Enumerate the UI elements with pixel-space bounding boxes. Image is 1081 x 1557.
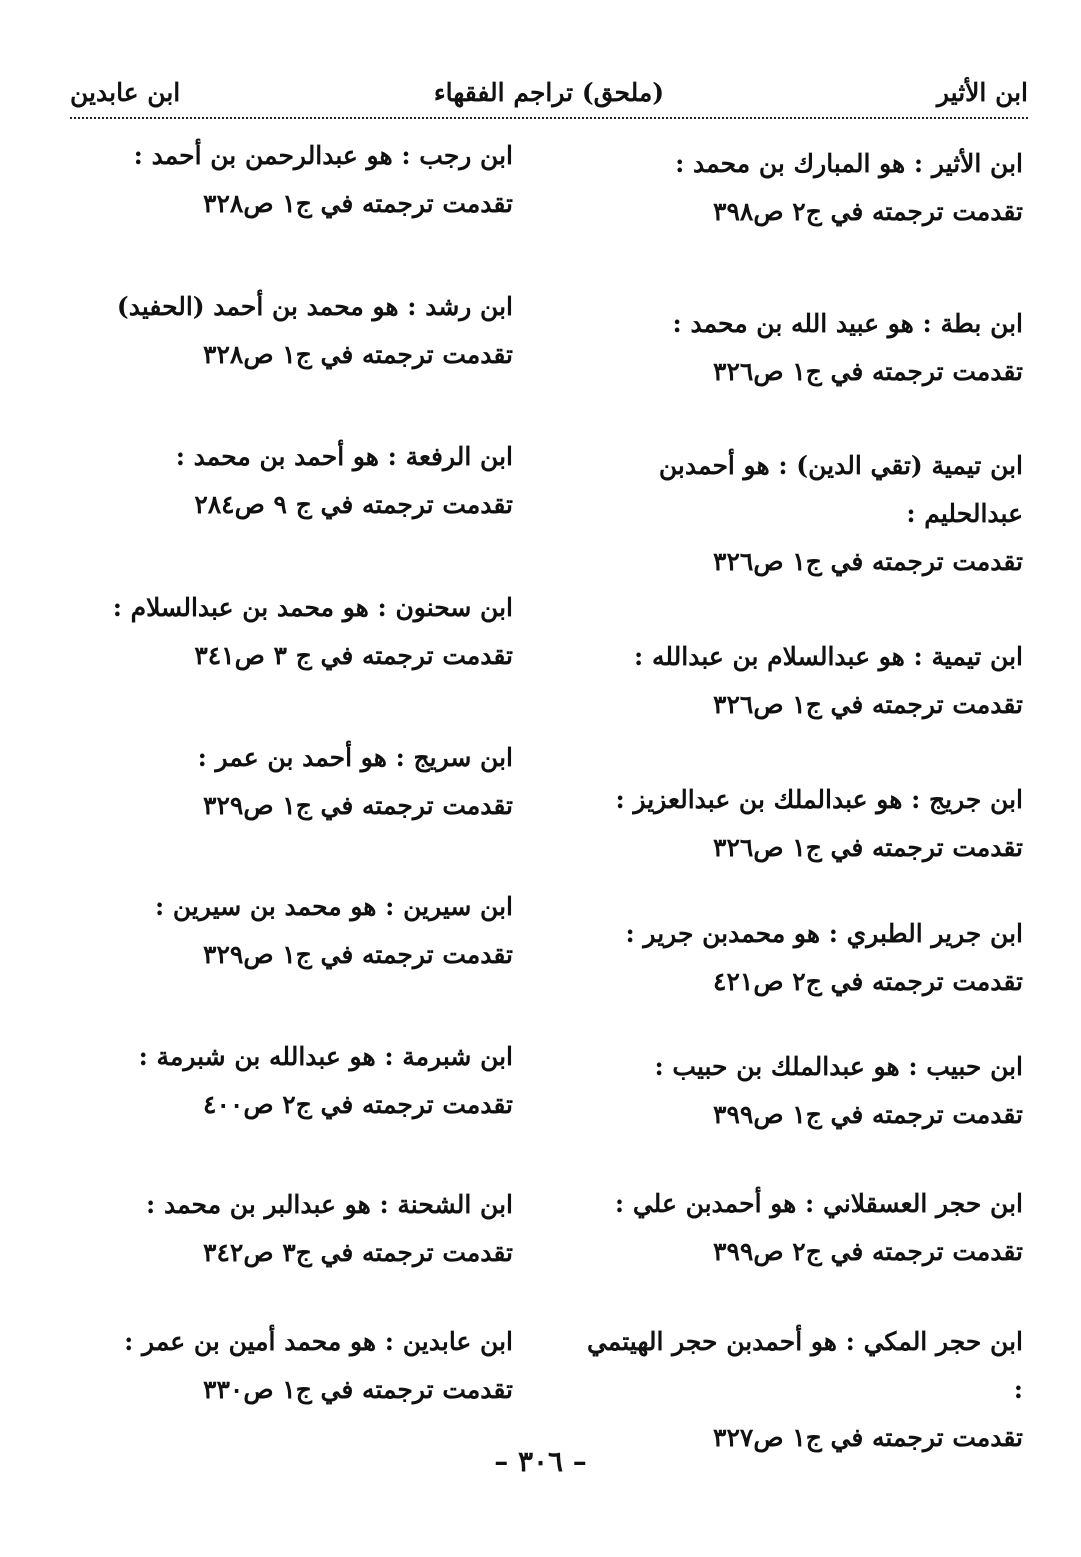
page-number: – ٣٠٦ – [494,1445,587,1478]
entry-title: ابن سيرين : هو محمد بن سيرين : [154,892,513,921]
entry-left-4 [73,584,513,680]
entry-title: ابن تيمية : هو عبدالسلام بن عبدالله : [634,642,1023,671]
entry-right-4 [583,633,1023,729]
entry-reference: تقدمت ترجمته في ج١ ص٣٩٩ [713,1100,1023,1129]
entry-left-8 [73,1181,513,1277]
entry-left-5 [73,734,513,830]
entry-reference: تقدمت ترجمته في ج ٩ ص٢٨٤ [194,490,513,519]
entry-title: ابن حجر العسقلاني : هو أحمدبن علي : [614,1189,1023,1218]
entry-title: ابن تيمية (تقي الدين) : هو أحمدبن عبدالحليم : [658,451,1023,528]
entry-title: ابن شبرمة : هو عبدالله بن شبرمة : [138,1042,513,1071]
entry-right-8 [583,1180,1023,1276]
entry-right-6 [583,910,1023,1006]
entry-title: ابن الأثير : هو المبارك بن محمد : [675,149,1023,178]
entry-right-7 [583,1043,1023,1139]
entry-reference: تقدمت ترجمته في ج١ ص٣٢٦ [713,690,1023,719]
entry-right-2 [583,300,1023,396]
entry-reference: تقدمت ترجمته في ج١ ص٣٢٨ [203,340,513,369]
entry-title: ابن رشد : هو محمد بن أحمد (الحفيد) [116,292,513,321]
entry-reference: تقدمت ترجمته في ج١ ص٣٢٦ [713,357,1023,386]
entry-left-6 [73,883,513,979]
entry-right-5 [583,776,1023,872]
entry-reference: تقدمت ترجمته في ج ٣ ص٣٤١ [194,641,513,670]
entry-title: ابن جرير الطبري : هو محمدبن جرير : [625,919,1023,948]
entry-reference: تقدمت ترجمته في ج١ ص٣٢٩ [203,940,513,969]
entry-title: ابن سريج : هو أحمد بن عمر : [197,743,513,772]
entry-title: ابن بطة : هو عبيد الله بن محمد : [672,309,1023,338]
entry-reference: تقدمت ترجمته في ج١ ص٣٢٦ [713,833,1023,862]
page-header [70,78,1028,118]
entry-left-2 [73,283,513,379]
entry-left-7 [73,1033,513,1129]
entry-title: ابن حبيب : هو عبدالملك بن حبيب : [654,1052,1023,1081]
header-dotted-rule [70,117,1028,119]
entry-reference: تقدمت ترجمته في ج٢ ص٤٠٠ [203,1090,513,1119]
entry-reference: تقدمت ترجمته في ج٣ ص٣٤٢ [203,1238,513,1267]
entry-title: ابن حجر المكي : هو أحمدبن حجر الهيتمي : [586,1327,1023,1404]
entry-title: ابن جريج : هو عبدالملك بن عبدالعزيز : [615,785,1023,814]
entry-reference: تقدمت ترجمته في ج١ ص٣٢٧ [713,1423,1023,1452]
entry-reference: تقدمت ترجمته في ج١ ص٣٣٠ [203,1375,513,1404]
entry-reference: تقدمت ترجمته في ج١ ص٣٢٩ [203,791,513,820]
entry-title: ابن سحنون : هو محمد بن عبدالسلام : [112,593,513,622]
entry-title: ابن عابدين : هو محمد أمين بن عمر : [124,1327,513,1356]
running-head-first-entry: ابن الأثير [936,78,1028,107]
entry-reference: تقدمت ترجمته في ج٢ ص٤٢١ [713,967,1023,996]
entry-reference: تقدمت ترجمته في ج١ ص٣٢٦ [713,547,1023,576]
entry-left-3 [73,433,513,529]
entry-reference: تقدمت ترجمته في ج٢ ص٣٩٩ [713,1237,1023,1266]
entry-title: ابن الرفعة : هو أحمد بن محمد : [175,442,513,471]
entry-reference: تقدمت ترجمته في ج٢ ص٣٩٨ [713,197,1023,226]
entry-left-9 [73,1318,513,1414]
entry-right-9 [583,1318,1023,1462]
entry-right-3 [583,442,1023,586]
entry-right-1 [583,140,1023,236]
entry-reference: تقدمت ترجمته في ج١ ص٣٢٨ [203,189,513,218]
entry-left-1 [73,132,513,228]
entry-title: ابن رجب : هو عبدالرحمن بن أحمد : [133,141,513,170]
running-head-title: (ملحق) تراجم الفقهاء [433,78,665,107]
entry-title: ابن الشحنة : هو عبدالبر بن محمد : [146,1190,513,1219]
running-head-last-entry: ابن عابدين [70,78,181,107]
